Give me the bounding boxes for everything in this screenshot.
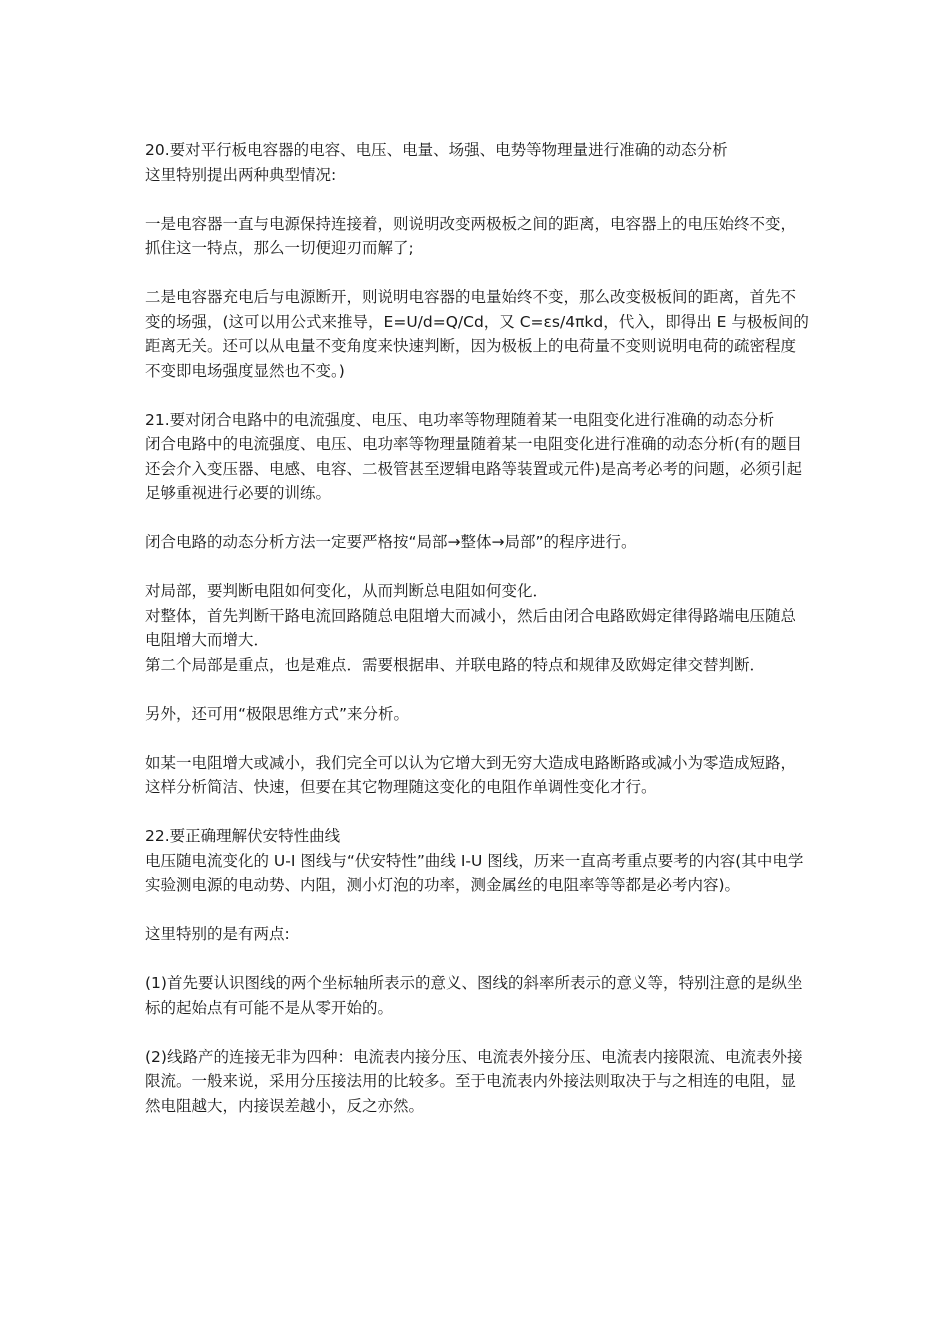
paragraph: 一是电容器一直与电源保持连接着，则说明改变两极板之间的距离，电容器上的电压始终不变，抓住这一特点，那么一切便迎刃而解了; [145,214,797,257]
paragraph: 这里特别的是有两点: [145,925,290,943]
paragraph: (2)线路产的连接无非为四种：电流表内接分压、电流表外接分压、电流表内接限流、电流表外接限流。一般来说，采用分压接法用的比较多。至于电流表内外接法则取决于与之相连的电阻，显然电阻越大，内接误差越小，反之亦然。 [145,1047,803,1115]
paragraph: 对局部，要判断电阻如何变化，从而判断总电阻如何变化． [145,582,549,600]
paragraph: 如某一电阻增大或减小，我们完全可以认为它增大到无穷大造成电路断路或减小为零造成短路，这样分析简洁、快速，但要在其它物理随这变化的电阻作单调性变化才行。 [145,753,797,796]
section-21-heading: 21.要对闭合电路中的电流强度、电压、电功率等物理随着某一电阻变化进行准确的动态分析 [145,410,775,429]
section-20-heading: 20.要对平行板电容器的电容、电压、电量、场强、电势等物理量进行准确的动态分析 [145,141,728,159]
section-22-heading: 22.要正确理解伏安特性曲线 [145,827,341,845]
paragraph: 另外，还可用“极限思维方式”来分析。 [145,704,410,723]
paragraph: 二是电容器充电后与电源断开，则说明电容器的电量始终不变，那么改变极板间的距离，首先不变的场强，(这可以用公式来推导，E=U/d=Q/Cd，又 C=εs/4πkd，代入，即得出 E 与极板间的距离无关。还可以从电量不变角度来快速判断，因为极板上的电荷量不变则说明电荷的疏密程度不变即电场强度显然也不变。) [145,288,809,380]
paragraph: 第二个局部是重点，也是难点．需要根据串、并联电路的特点和规律及欧姆定律交替判断． [145,655,766,674]
paragraph: 闭合电路的动态分析方法一定要严格按“局部→整体→局部”的程序进行。 [145,533,637,551]
paragraph: 电压随电流变化的 U-I 图线与“伏安特性”曲线 I-U 图线，历来一直高考重点要考的内容(其中电学实验测电源的电动势、内阻，测小灯泡的功率，测金属丝的电阻率等等都是必考内容)。 [145,851,804,894]
paragraph: 这里特别提出两种典型情况: [145,165,337,184]
paragraph: (1)首先要认识图线的两个坐标轴所表示的意义、图线的斜率所表示的意义等，特别注意的是纵坐标的起始点有可能不是从零开始的。 [145,974,803,1017]
paragraph: 对整体，首先判断干路电流回路随总电阻增大而减小，然后由闭合电路欧姆定律得路端电压随总电阻增大而增大． [145,606,797,649]
paragraph: 闭合电路中的电流强度、电压、电功率等物理量随着某一电阻变化进行准确的动态分析(有的题目还会介入变压器、电感、电容、二极管甚至逻辑电路等装置或元件)是高考必考的问题，必须引起足够重视进行必要的训练。 [145,435,803,502]
document-body [145,138,810,1118]
